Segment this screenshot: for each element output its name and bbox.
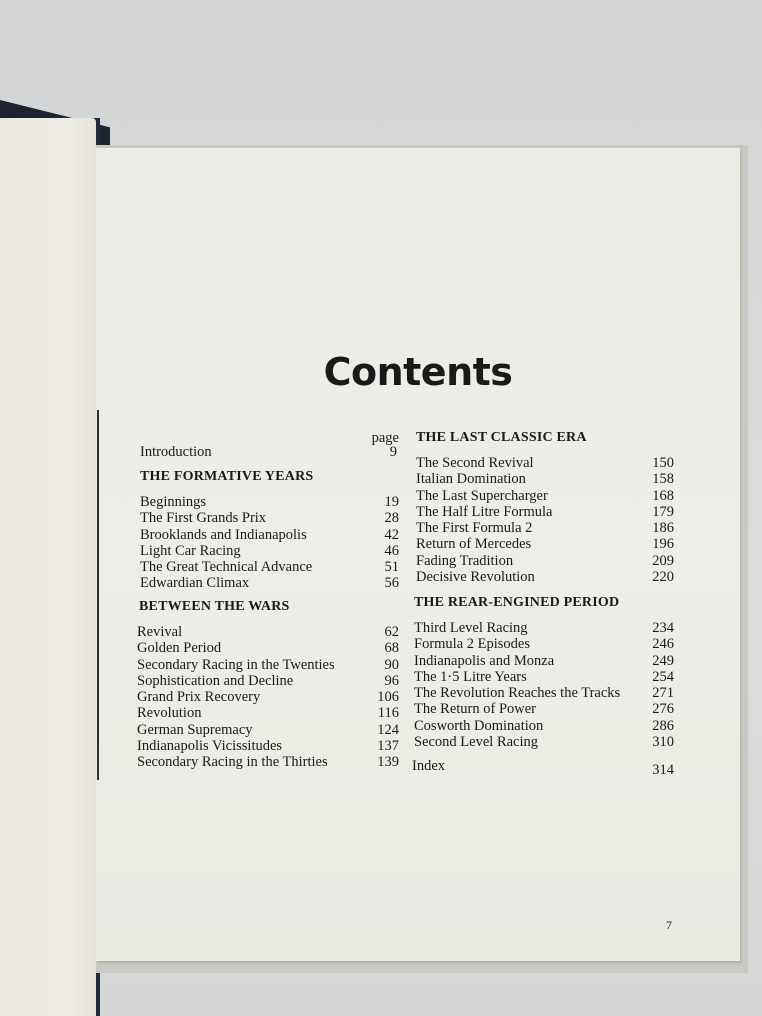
intro-block xyxy=(137,428,399,458)
toc-entry-title: Decisive Revolution xyxy=(416,569,535,586)
toc-entry-title: German Supremacy xyxy=(137,721,253,738)
toc-entry[interactable] xyxy=(414,718,674,734)
toc-entry-page: 9 xyxy=(389,444,397,460)
toc-entry-page: 150 xyxy=(652,455,674,471)
toc-entry-page: 186 xyxy=(652,520,674,537)
toc-entry-page: 139 xyxy=(377,754,399,771)
toc-entry-page: 246 xyxy=(652,636,674,653)
toc-entry-title: Revival xyxy=(137,624,183,640)
toc-entry[interactable] xyxy=(137,754,399,770)
toc-entry-page: 249 xyxy=(652,652,674,669)
toc-entry-page: 314 xyxy=(652,762,674,778)
toc-entry-title: Fading Tradition xyxy=(416,552,514,569)
toc-entry-title: Secondary Racing in the Thirties xyxy=(137,754,328,771)
toc-entry[interactable] xyxy=(414,620,674,636)
toc-entry-page: 46 xyxy=(384,542,399,559)
toc-entry-page: 19 xyxy=(384,494,399,510)
toc-entry-page: 116 xyxy=(377,705,399,722)
toc-entry[interactable] xyxy=(137,640,399,656)
toc-entry[interactable] xyxy=(414,685,674,701)
toc-entry[interactable] xyxy=(416,569,674,585)
toc-entry[interactable] xyxy=(414,734,674,750)
toc-entry-page: 209 xyxy=(652,552,674,569)
toc-entry-page: 56 xyxy=(384,575,399,592)
toc-entry[interactable] xyxy=(416,520,674,536)
toc-entry-page: 220 xyxy=(652,569,674,586)
toc-entry-title: Return of Mercedes xyxy=(416,536,532,553)
toc-entry[interactable] xyxy=(137,673,399,689)
toc-entry-title: Golden Period xyxy=(137,640,222,657)
section-heading: THE LAST CLASSIC ERA xyxy=(416,430,587,445)
toc-entry-page: 310 xyxy=(652,734,674,751)
page-column-label: page xyxy=(371,430,399,446)
toc-entry[interactable] xyxy=(414,669,674,685)
toc-entry[interactable] xyxy=(140,494,399,510)
toc-entry-page: 286 xyxy=(652,717,674,734)
page-title: Contents xyxy=(323,350,513,394)
section-heading: THE REAR-ENGINED PERIOD xyxy=(414,595,620,610)
section-heading: BETWEEN THE WARS xyxy=(139,599,290,614)
toc-entry-title: The Half Litre Formula xyxy=(416,503,553,520)
toc-entry-page: 68 xyxy=(384,640,399,657)
toc-entry[interactable] xyxy=(414,701,674,717)
toc-entry[interactable] xyxy=(416,471,674,487)
toc-entry-page: 179 xyxy=(652,503,674,520)
gutter-line xyxy=(97,410,99,780)
toc-entry-title: Italian Domination xyxy=(416,471,526,488)
toc-entry-title: The Last Supercharger xyxy=(416,487,548,504)
toc-entry-page: 42 xyxy=(384,526,399,543)
toc-entry-title: The Return of Power xyxy=(414,701,537,718)
toc-entry[interactable] xyxy=(416,553,674,569)
toc-entry-page: 168 xyxy=(652,487,674,504)
toc-entry[interactable] xyxy=(137,689,399,705)
toc-entry-title: Light Car Racing xyxy=(140,542,241,559)
section-between-the-wars xyxy=(137,599,399,771)
toc-entry[interactable] xyxy=(137,705,399,721)
toc-entry-title: Secondary Racing in the Twenties xyxy=(137,656,335,673)
toc-entry-title: Brooklands and Indianapolis xyxy=(140,526,307,543)
toc-entry-page: 158 xyxy=(652,471,674,488)
section-heading: THE FORMATIVE YEARS xyxy=(140,469,314,484)
toc-entry-page: 96 xyxy=(384,672,399,689)
toc-entry[interactable] xyxy=(140,543,399,559)
toc-entry[interactable] xyxy=(137,624,399,640)
toc-entry-title: The Great Technical Advance xyxy=(140,559,313,576)
toc-entry-page: 276 xyxy=(652,701,674,718)
toc-entry-page: 137 xyxy=(377,738,399,755)
toc-entry-title: Sophistication and Decline xyxy=(137,672,294,689)
toc-entry-page: 196 xyxy=(652,536,674,553)
toc-entry-title: Revolution xyxy=(137,705,202,722)
toc-entry[interactable] xyxy=(137,657,399,673)
toc-entry-page: 90 xyxy=(384,656,399,673)
toc-entry-page: 124 xyxy=(377,721,399,738)
toc-entry[interactable] xyxy=(416,536,674,552)
toc-entry-title: Indianapolis and Monza xyxy=(414,652,555,669)
toc-entry-title: The Second Revival xyxy=(416,455,534,471)
toc-entry[interactable] xyxy=(414,636,674,652)
toc-entry-title: The Revolution Reaches the Tracks xyxy=(414,685,621,702)
section-rear-engined-period xyxy=(414,595,674,750)
toc-entry[interactable] xyxy=(416,488,674,504)
left-page xyxy=(0,118,96,1016)
toc-entry-title: Second Level Racing xyxy=(414,734,539,751)
toc-entry-title: Introduction xyxy=(140,444,212,460)
toc-entry-title: Cosworth Domination xyxy=(414,717,544,734)
toc-entry[interactable] xyxy=(137,722,399,738)
toc-entry-title: Indianapolis Vicissitudes xyxy=(137,738,283,755)
toc-entry-page: 106 xyxy=(377,689,399,706)
toc-entry[interactable] xyxy=(140,575,399,591)
toc-entry-title: Edwardian Climax xyxy=(140,575,250,592)
section-formative-years xyxy=(140,469,399,592)
toc-entry-title: The 1·5 Litre Years xyxy=(414,668,527,685)
toc-entry-index[interactable] xyxy=(412,758,674,778)
toc-entry-page: 28 xyxy=(384,510,399,527)
toc-entry-page: 51 xyxy=(384,559,399,576)
toc-entry-page: 254 xyxy=(652,668,674,685)
section-last-classic-era xyxy=(416,430,674,585)
toc-entry[interactable] xyxy=(140,527,399,543)
toc-entry-title: Index xyxy=(412,758,446,774)
page-number: 7 xyxy=(666,918,672,932)
toc-entry[interactable] xyxy=(140,444,399,460)
toc-entry[interactable] xyxy=(137,738,399,754)
toc-entry-title: Beginnings xyxy=(140,494,207,510)
toc-entry[interactable] xyxy=(414,653,674,669)
toc-entry-title: The First Formula 2 xyxy=(416,520,533,537)
toc-entry-page: 62 xyxy=(384,624,399,640)
toc-entry-page: 271 xyxy=(652,685,674,702)
contents-left-column xyxy=(137,428,399,771)
toc-entry-page: 234 xyxy=(652,620,674,636)
toc-entry-title: Formula 2 Episodes xyxy=(414,636,530,653)
toc-entry-title: Third Level Racing xyxy=(414,620,528,636)
toc-entry-title: Grand Prix Recovery xyxy=(137,689,261,706)
toc-entry[interactable] xyxy=(140,510,399,526)
toc-entry[interactable] xyxy=(140,559,399,575)
toc-entry[interactable] xyxy=(416,455,674,471)
toc-entry[interactable] xyxy=(416,504,674,520)
toc-entry-title: The First Grands Prix xyxy=(140,510,267,527)
